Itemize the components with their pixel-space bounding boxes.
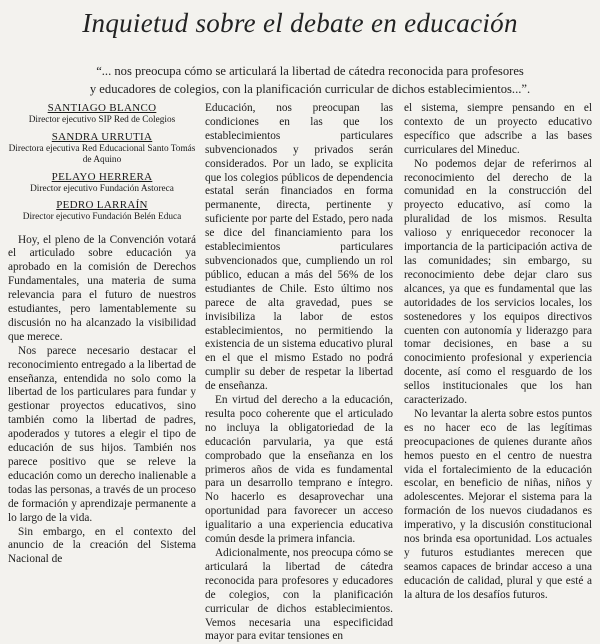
signatory-role: Director ejecutivo Fundación Astoreca xyxy=(30,183,174,194)
signatory-name: PEDRO LARRAÍN xyxy=(56,199,148,211)
body-paragraph: En virtud del derecho a la educación, resulta poco coherente que el articulado no incluya la obligatoriedad de la educación parvularia, ya que está comprobado que la enseñanza en los primeros años de vida es fundamental para un desarrollo temprano e íntegro. No hacerlo es desaprovechar una oportunidad para favorecer un acceso igualitario a una experiencia educativa común desde la primera infancia. xyxy=(205,394,393,546)
column-2 xyxy=(205,102,393,644)
signatory xyxy=(8,131,196,167)
signatory xyxy=(8,199,196,224)
signatory-role: Director ejecutivo Fundación Belén Educa xyxy=(22,212,182,222)
body-paragraph: Sin embargo, en el contexto del anuncio de la creación del Sistema Nacional de xyxy=(8,525,196,566)
body-paragraph: Adicionalmente, nos preocupa cómo se articulará la libertad de cátedra reconocida para profesores y educadores de colegios, con la planificación curricular de dichos establecimientos. Vemos necesaria una especificidad mayor para evitar tensiones en xyxy=(205,547,393,643)
signatory xyxy=(8,102,196,127)
pull-quote-line: “... nos preocupa cómo se articulará la libertad de cátedra reconocida para profesores xyxy=(96,64,524,78)
signatory-name: SANDRA URRUTIA xyxy=(51,130,153,143)
signatory-role: Directora ejecutiva Red Educacional Santo Tomás de Aquino xyxy=(8,143,196,165)
signatory-role: Director ejecutivo SIP Red de Colegios xyxy=(28,115,176,125)
signatory-name: PELAYO HERRERA xyxy=(51,170,153,183)
body-paragraph: No levantar la alerta sobre estos puntos es no hacer eco de las legítimas preocupaciones de quienes durante años hemos puesto en el centro de nuestra vida el fortalecimiento de la educación escolar, en beneficio de niñas, niños y adolescentes. Mejorar el sistema para la formación de los nuevos ciudadanos es imperativo, y la discusión constitucional nos brinda esa oportunidad. Los actuales y futuros estudiantes merecen que seamos capaces de brindar acceso a una educación de calidad, plural y que esté a la altura de los desafíos futuros. xyxy=(404,407,592,601)
body-paragraph: Hoy, el pleno de la Convención votará el articulado sobre educación ya aprobado en la comisión de Derechos Fundamentales, una materia de suma relevancia para el futuro de nuestros estudiantes, pero lamentablemente su discusión no ha alcanzado la visibilidad que merece. xyxy=(8,233,196,343)
body-paragraph: Educación, nos preocupan las condiciones en las que los establecimientos particulares subvencionados y privados serán considerados. Por un lado, se explicita que los colegios públicos de dependencia estatal serán financiados en forma permanente, directa, pertinente y suficiente por parte del Estado, pero nada se dice del financiamiento para los establecimientos particulares subvencionados que, cumpliendo un rol público, educan a más del 56% de los estudiantes de Chile. Esto último nos parece de alta gravedad, pues se invisibiliza la labor de estos establecimientos, no permitiendo la existencia de un sistema educativo plural en el que el mismo Estado no podrá cumplir su deber de respetar la libertad de enseñanza. xyxy=(205,102,393,393)
pull-quote xyxy=(30,62,590,98)
body-paragraph: Nos parece necesario destacar el reconocimiento entregado a la libertad de enseñanza, entendida no solo como la libertad de los particulares para fundar y gestionar proyectos educativos, sino también como la libertad de padres, apoderados y tutores a elegir el tipo de educación de sus hijos. También nos parece positivo que se releve la educación como un derecho inalienable a todas las personas, a través de un proceso de formación y aprendizaje permanente a lo largo de la vida. xyxy=(8,344,196,524)
signatory-name: SANTIAGO BLANCO xyxy=(47,102,157,114)
signatory xyxy=(8,171,196,196)
body-paragraph: No podemos dejar de referirnos al reconocimiento del derecho de la comunidad en la construcción del proyecto educativo, así como la pluralidad de los mismos. Resulta valioso y enriquecedor reconocer la importancia de la participación activa de las comunidades; sin embargo, su reconocimiento debe dejar claro sus alcances, ya que es fundamental que las autoridades de los servicios locales, los sostenedores y los equipos directivos cuenten con autonomía y liderazgo para tomar decisiones, en base a su conocimiento profesional y experiencia docente, así como el resguardo de los sellos institucionales que los han caracterizado. xyxy=(404,157,592,407)
body-paragraph: el sistema, siempre pensando en el contexto de un proyecto educativo específico que adscribe a las bases curriculares del Mineduc. xyxy=(404,102,592,156)
pull-quote-line: y educadores de colegios, con la planificación curricular de dichos establecimientos...”. xyxy=(89,82,531,96)
column-1 xyxy=(8,102,196,567)
column-3 xyxy=(404,102,592,603)
article-title: Inquietud sobre el debate en educación xyxy=(82,8,518,38)
